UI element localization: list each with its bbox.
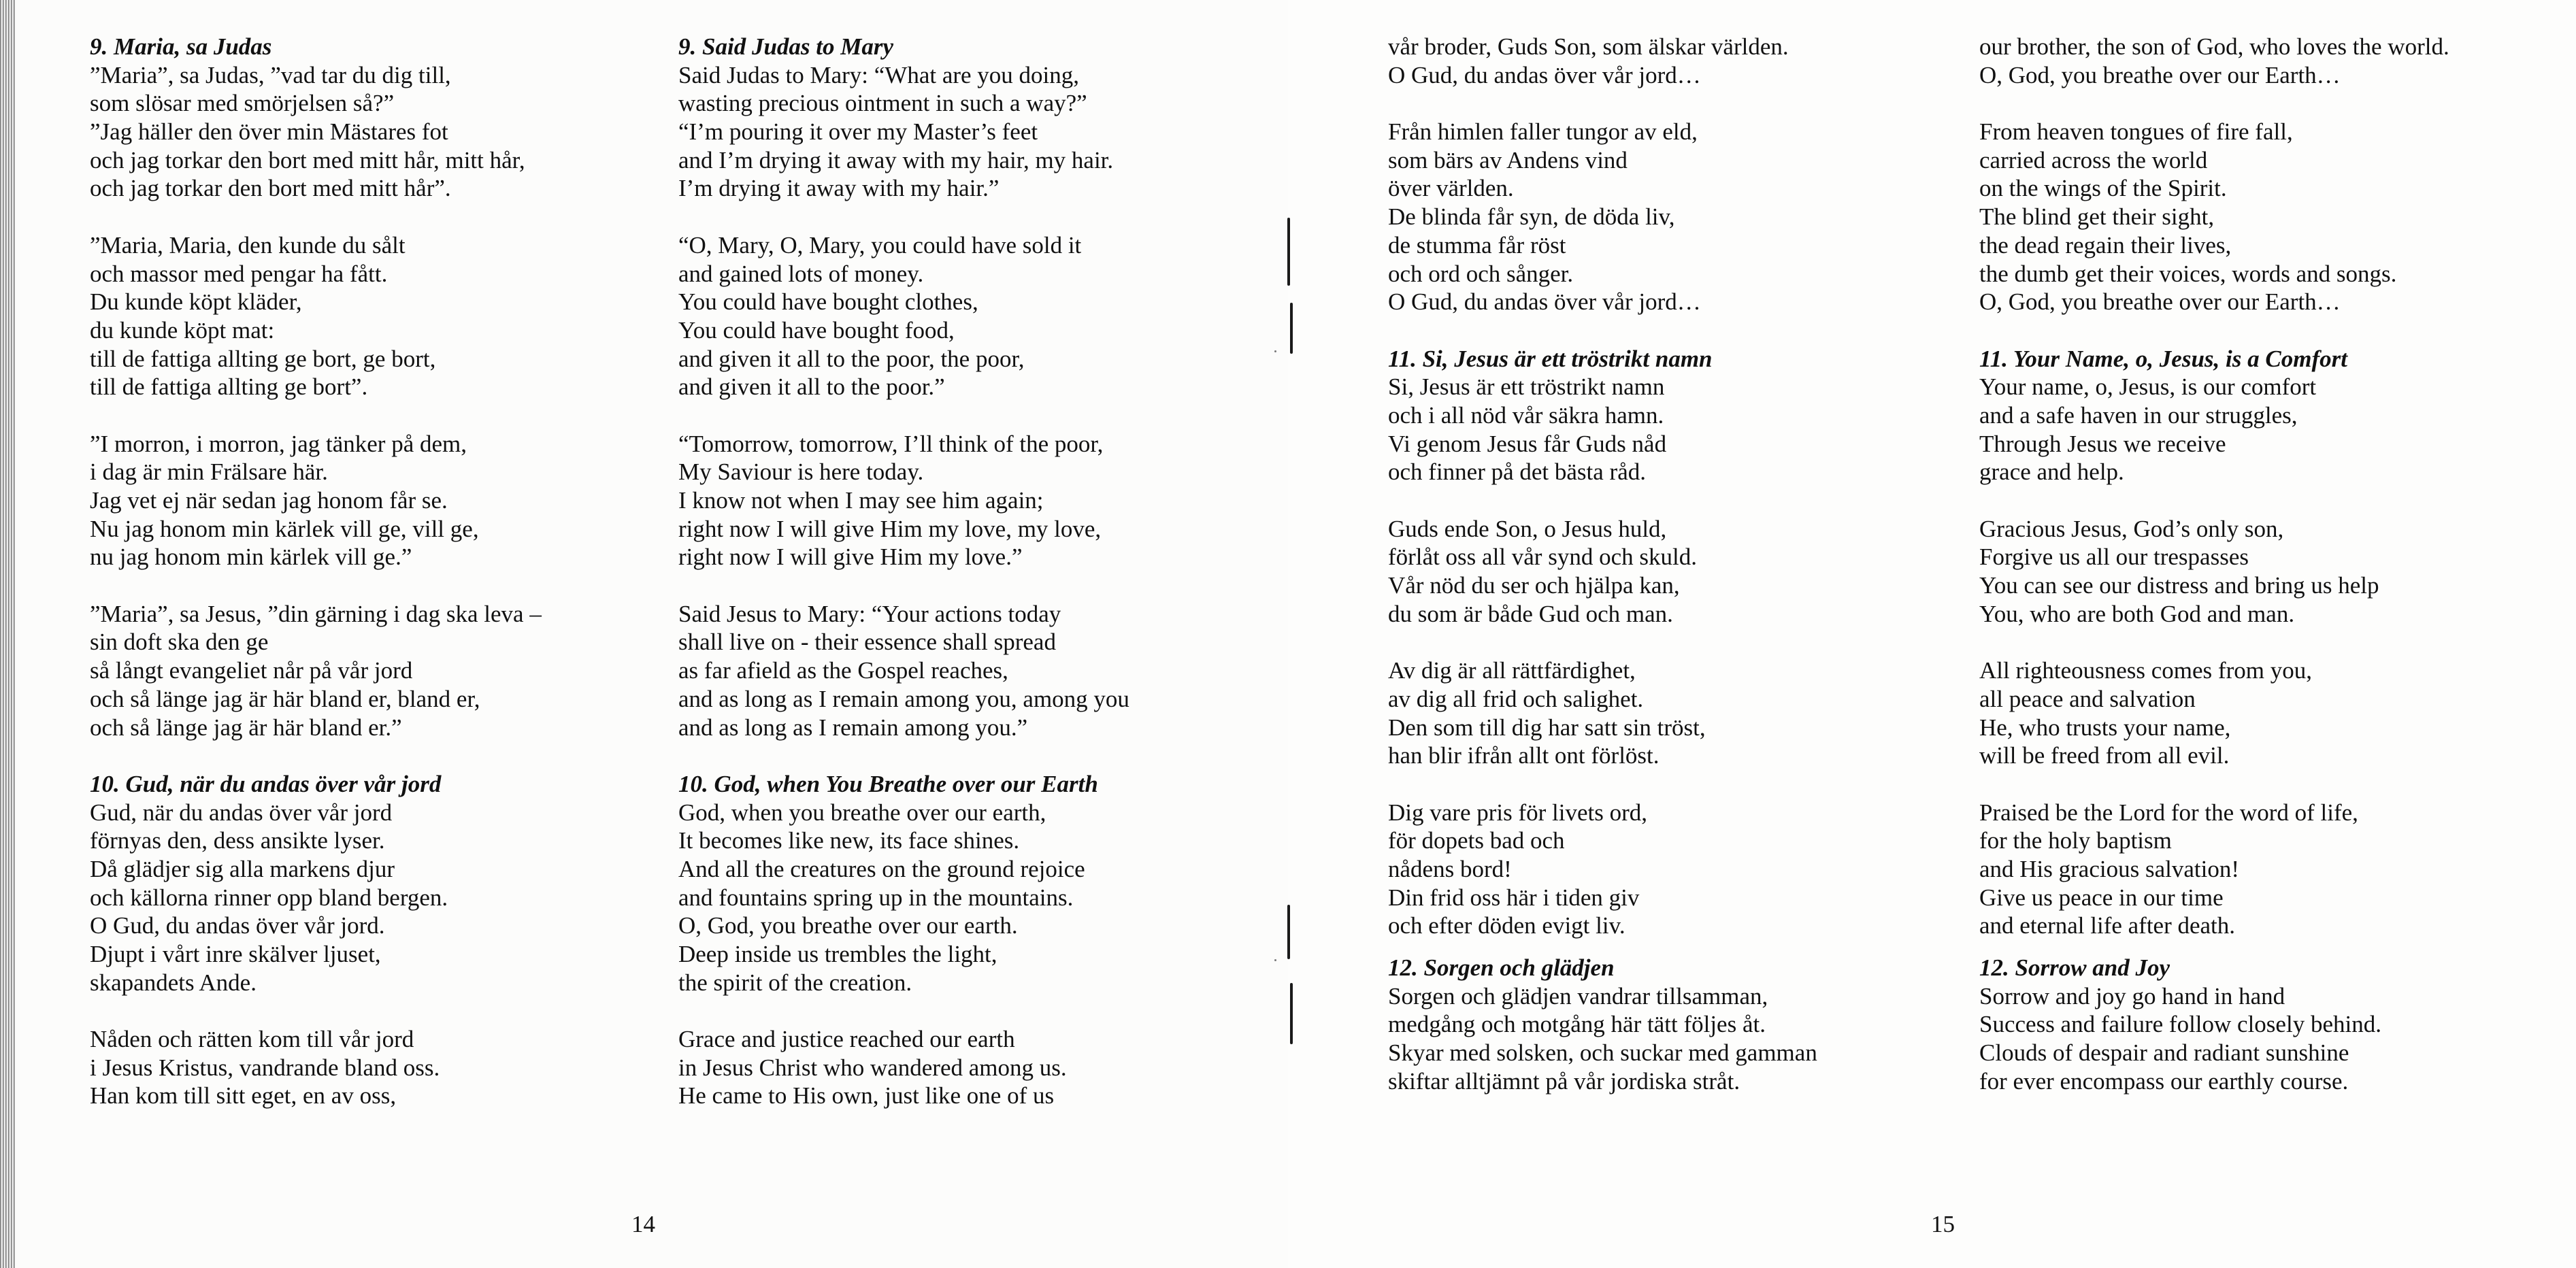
verse-line: Give us peace in our time [1979, 884, 2224, 911]
verse-line: and eternal life after death. [1979, 912, 2236, 939]
verse-line: all peace and salvation [1979, 685, 2196, 712]
verse-line: and as long as I remain among you.” [678, 714, 1028, 741]
song-title: 10. God, when You Breathe over our Earth [678, 770, 1098, 797]
verse-line: han blir ifrån allt ont förlöst. [1388, 742, 1659, 769]
verse-line: över världen. [1388, 175, 1514, 202]
verse-line: och jag torkar den bort med mitt hår”. [90, 175, 451, 202]
verse-line: medgång och motgång här tätt följes åt. [1388, 1011, 1766, 1038]
verse-line: Said Judas to Mary: “What are you doing, [678, 61, 1080, 88]
verse-line: the spirit of the creation. [678, 969, 912, 996]
song-title: 9. Maria, sa Judas [90, 33, 272, 60]
song-title: 10. Gud, när du andas över vår jord [90, 770, 442, 797]
verse-line: till de fattiga allting ge bort, ge bort, [90, 345, 436, 372]
verse-line: and fountains spring up in the mountains. [678, 884, 1074, 911]
stanza [90, 600, 689, 741]
verse-line: och så länge jag är här bland er.” [90, 714, 402, 741]
verse-line: in Jesus Christ who wandered among us. [678, 1054, 1067, 1081]
verse-line: on the wings of the Spirit. [1979, 175, 2227, 202]
verse-line: och jag torkar den bort med mitt hår, mitt hår, [90, 146, 525, 173]
verse-line: skiftar alltjämnt på vår jordiska stråt. [1388, 1067, 1740, 1095]
verse-line: right now I will give Him my love.” [678, 544, 1023, 571]
stanza [90, 430, 689, 571]
right-page [1288, 0, 2576, 1268]
verse-line: Från himlen faller tungor av eld, [1388, 118, 1698, 146]
verse-line: Din frid oss här i tiden giv [1388, 884, 1640, 911]
verse-line: förnyas den, dess ansikte lyser. [90, 827, 385, 854]
verse-line: O Gud, du andas över vår jord… [1388, 61, 1701, 88]
verse-line: Forgive us all our trespasses [1979, 544, 2249, 571]
stanza [1388, 799, 1987, 940]
verse-line: You could have bought food, [678, 316, 955, 344]
verse-line: Vi genom Jesus får Guds nåd [1388, 430, 1667, 457]
speck [1274, 350, 1276, 352]
verse-line: och ord och sånger. [1388, 260, 1574, 287]
verse-line: and given it all to the poor.” [678, 373, 945, 401]
verse-line: till de fattiga allting ge bort”. [90, 373, 368, 401]
verse-line: It becomes like new, its face shines. [678, 827, 1020, 854]
binding-mark [1290, 983, 1293, 1044]
verse-line: “Tomorrow, tomorrow, I’ll think of the poor, [678, 430, 1104, 457]
verse-line: right now I will give Him my love, my love, [678, 515, 1102, 542]
page-edge-lines [0, 0, 15, 1268]
verse-line: skapandets Ande. [90, 969, 257, 996]
verse-line: as far afield as the Gospel reaches, [678, 657, 1008, 684]
stanza [90, 1025, 689, 1110]
verse-line: O Gud, du andas över vår jord. [90, 912, 385, 939]
verse-line: our brother, the son of God, who loves the world. [1979, 33, 2449, 60]
verse-line: Skyar med solsken, och suckar med gamman [1388, 1039, 1817, 1067]
verse-line: och så länge jag är här bland er, bland er, [90, 685, 480, 712]
verse-line: and a safe haven in our struggles, [1979, 401, 2298, 429]
verse-line: som bärs av Andens vind [1388, 146, 1628, 173]
verse-line: av dig all frid och salighet. [1388, 685, 1644, 712]
verse-line: Djupt i vårt inre skälver ljuset, [90, 941, 381, 967]
stanza [1388, 33, 1987, 89]
verse-line: Gracious Jesus, God’s only son, [1979, 515, 2284, 542]
verse-line: He came to His own, just like one of us [678, 1082, 1055, 1110]
verse-line: will be freed from all evil. [1979, 742, 2230, 769]
song-title: 9. Said Judas to Mary [678, 33, 894, 60]
verse-line: nu jag honom min kärlek vill ge.” [90, 544, 412, 571]
verse-line: sin doft ska den ge [90, 629, 269, 656]
english-column-left [678, 33, 1277, 1139]
verse-line: vår broder, Guds Son, som älskar världen. [1388, 33, 1789, 60]
verse-line: Den som till dig har satt sin tröst, [1388, 714, 1706, 741]
verse-line: förlåt oss all vår synd och skuld. [1388, 544, 1697, 571]
verse-line: i Jesus Kristus, vandrande bland oss. [90, 1054, 440, 1081]
stanza [1388, 373, 1987, 486]
verse-line: för dopets bad och [1388, 827, 1565, 854]
verse-line: nådens bord! [1388, 855, 1512, 882]
verse-line: ”Jag häller den över min Mästares fot [90, 118, 448, 146]
verse-line: You could have bought clothes, [678, 288, 978, 316]
verse-line: och källorna rinner opp bland bergen. [90, 884, 448, 911]
stanza [678, 430, 1277, 571]
verse-line: The blind get their sight, [1979, 203, 2215, 231]
verse-line: God, when you breathe over our earth, [678, 799, 1046, 826]
verse-line: Success and failure follow closely behind. [1979, 1011, 2381, 1038]
english-column-right [1979, 33, 2576, 1124]
verse-line: Nåden och rätten kom till vår jord [90, 1026, 414, 1053]
verse-line: du kunde köpt mat: [90, 316, 275, 344]
song-title: 12. Sorgen och glädjen [1388, 954, 1615, 981]
stanza [90, 231, 689, 401]
verse-line: for ever encompass our earthly course. [1979, 1067, 2349, 1095]
stanza [1979, 799, 2576, 940]
verse-line: de stumma får röst [1388, 231, 1566, 258]
verse-line: du som är både Gud och man. [1388, 600, 1673, 627]
stanza [1979, 118, 2576, 316]
stanza [678, 799, 1277, 997]
verse-line: Your name, o, Jesus, is our comfort [1979, 373, 2317, 401]
verse-line: Jag vet ej när sedan jag honom får se. [90, 487, 448, 514]
page-number: 15 [1931, 1211, 1955, 1237]
verse-line: You, who are both God and man. [1979, 600, 2295, 627]
verse-line: Praised be the Lord for the word of life, [1979, 799, 2358, 826]
verse-line: All righteousness comes from you, [1979, 657, 2312, 684]
verse-line: grace and help. [1979, 458, 2124, 486]
verse-line: O Gud, du andas över vår jord… [1388, 288, 1701, 316]
verse-line: Deep inside us trembles the light, [678, 941, 997, 967]
verse-line: ”Maria”, sa Jesus, ”din gärning i dag ska leva – [90, 600, 542, 627]
verse-line: Av dig är all rättfärdighet, [1388, 657, 1636, 684]
stanza [90, 61, 689, 203]
stanza [1388, 656, 1987, 770]
verse-line: “I’m pouring it over my Master’s feet [678, 118, 1038, 146]
verse-line: Si, Jesus är ett tröstrikt namn [1388, 373, 1665, 401]
song-title: 11. Si, Jesus är ett tröstrikt namn [1388, 345, 1713, 372]
verse-line: Gud, när du andas över vår jord [90, 799, 393, 826]
verse-line: wasting precious ointment in such a way?” [678, 90, 1087, 117]
verse-line: Clouds of despair and radiant sunshine [1979, 1039, 2349, 1067]
verse-line: Då glädjer sig alla markens djur [90, 855, 395, 882]
verse-line: Nu jag honom min kärlek vill ge, vill ge, [90, 515, 479, 542]
verse-line: You can see our distress and bring us help [1979, 572, 2379, 599]
verse-line: for the holy baptism [1979, 827, 2172, 854]
verse-line: And all the creatures on the ground rejoice [678, 855, 1085, 882]
stanza [90, 799, 689, 997]
verse-line: shall live on - their essence shall spread [678, 629, 1056, 656]
verse-line: ”Maria, Maria, den kunde du sålt [90, 231, 406, 258]
stanza [1979, 33, 2576, 89]
verse-line: och massor med pengar ha fått. [90, 260, 388, 287]
verse-line: O, God, you breathe over our earth. [678, 912, 1018, 939]
verse-line: Han kom till sitt eget, en av oss, [90, 1082, 397, 1110]
verse-line: Du kunde köpt kläder, [90, 288, 302, 316]
stanza [678, 61, 1277, 203]
verse-line: I know not when I may see him again; [678, 487, 1044, 514]
verse-line: Guds ende Son, o Jesus huld, [1388, 515, 1667, 542]
verse-line: I’m drying it away with my hair.” [678, 175, 1000, 202]
verse-line: and given it all to the poor, the poor, [678, 345, 1025, 372]
verse-line: O, God, you breathe over our Earth… [1979, 288, 2341, 316]
verse-line: carried across the world [1979, 146, 2208, 173]
stanza [1979, 982, 2576, 1096]
verse-line: och i all nöd vår säkra hamn. [1388, 401, 1664, 429]
verse-line: i dag är min Frälsare här. [90, 458, 328, 486]
song-title: 12. Sorrow and Joy [1979, 954, 2170, 981]
song-title: 11. Your Name, o, Jesus, is a Comfort [1979, 345, 2347, 372]
verse-line: och finner på det bästa råd. [1388, 458, 1647, 486]
verse-line: O, God, you breathe over our Earth… [1979, 61, 2341, 88]
stanza [678, 1025, 1277, 1110]
verse-line: and as long as I remain among you, among you [678, 685, 1129, 712]
swedish-column-left [90, 33, 689, 1139]
verse-line: De blinda får syn, de döda liv, [1388, 203, 1675, 231]
verse-line: the dead regain their lives, [1979, 231, 2232, 258]
verse-line: ”Maria”, sa Judas, ”vad tar du dig till, [90, 61, 451, 88]
verse-line: From heaven tongues of fire fall, [1979, 118, 2293, 146]
verse-line: och efter döden evigt liv. [1388, 912, 1625, 939]
verse-line: “O, Mary, O, Mary, you could have sold it [678, 231, 1082, 258]
stanza [1979, 373, 2576, 486]
verse-line: som slösar med smörjelsen så?” [90, 90, 395, 117]
page-number: 14 [631, 1211, 655, 1237]
verse-line: Vår nöd du ser och hjälpa kan, [1388, 572, 1680, 599]
speck [1274, 959, 1276, 961]
verse-line: My Saviour is here today. [678, 458, 924, 486]
stanza [678, 231, 1277, 401]
stanza [678, 600, 1277, 741]
verse-line: and His gracious salvation! [1979, 855, 2239, 882]
verse-line: Grace and justice reached our earth [678, 1026, 1015, 1053]
verse-line: Said Jesus to Mary: “Your actions today [678, 600, 1061, 627]
verse-line: Sorrow and joy go hand in hand [1979, 982, 2285, 1010]
verse-line: the dumb get their voices, words and songs. [1979, 260, 2397, 287]
stanza [1388, 118, 1987, 316]
verse-line: ”I morron, i morron, jag tänker på dem, [90, 430, 467, 457]
stanza [1388, 515, 1987, 629]
verse-line: He, who trusts your name, [1979, 714, 2231, 741]
stanza [1388, 982, 1987, 1096]
swedish-column-right [1388, 33, 1987, 1124]
verse-line: Through Jesus we receive [1979, 430, 2226, 457]
binding-mark [1287, 905, 1290, 959]
verse-line: Sorgen och glädjen vandrar tillsamman, [1388, 982, 1768, 1010]
verse-line: så långt evangeliet når på vår jord [90, 657, 413, 684]
binding-mark [1287, 218, 1290, 286]
verse-line: and I’m drying it away with my hair, my hair. [678, 146, 1114, 173]
verse-line: Dig vare pris för livets ord, [1388, 799, 1648, 826]
verse-line: and gained lots of money. [678, 260, 924, 287]
binding-mark [1290, 303, 1293, 354]
stanza [1979, 656, 2576, 770]
stanza [1979, 515, 2576, 629]
